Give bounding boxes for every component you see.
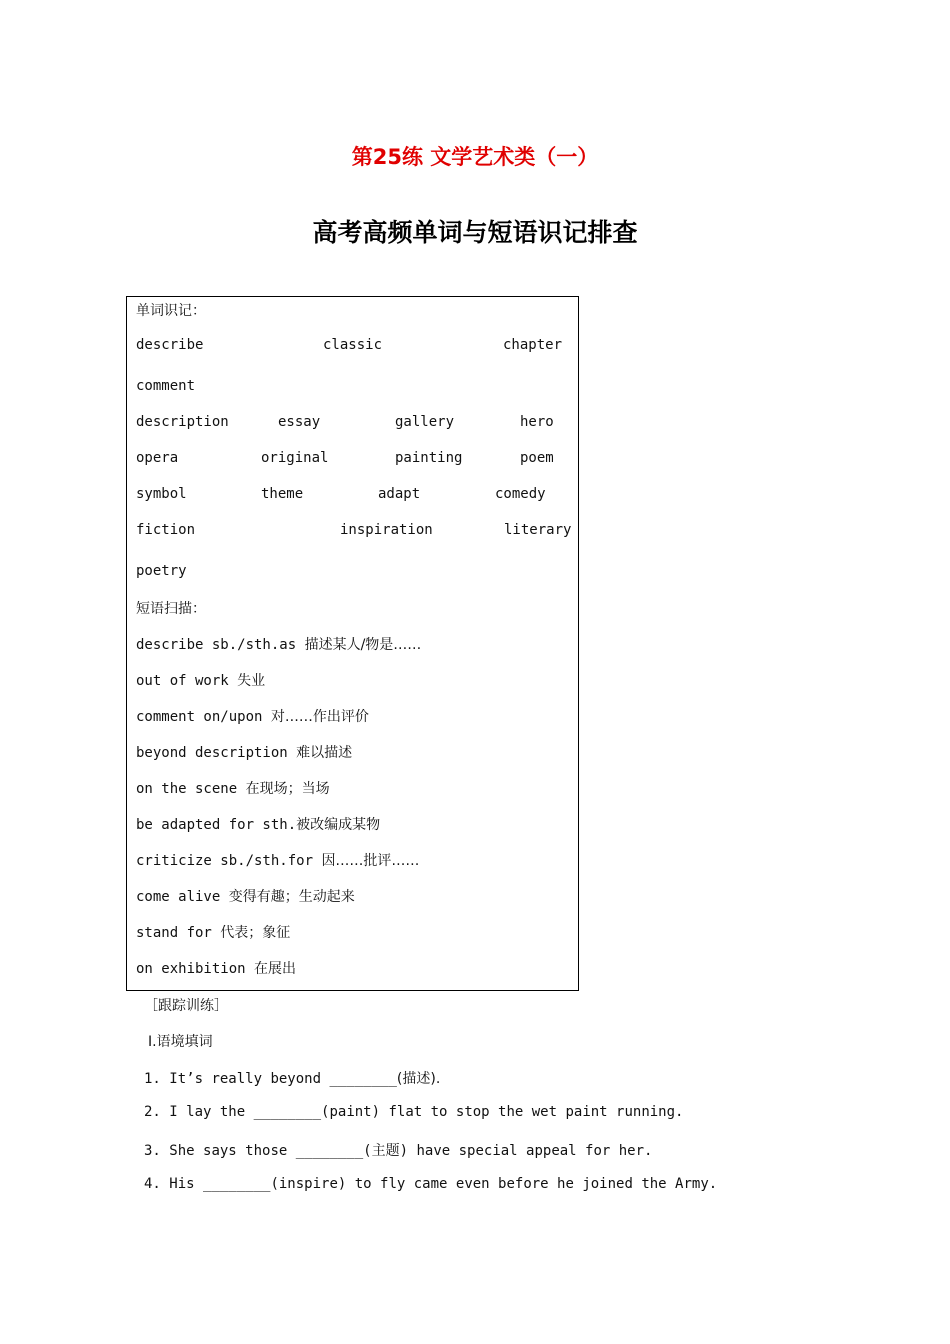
phrase-en: beyond description — [136, 745, 297, 761]
exercise-blank[interactable]: ________ — [329, 1071, 397, 1087]
phrase-cn: 代表；象征 — [220, 925, 291, 941]
phrase-cn: 变得有趣；生动起来 — [228, 889, 355, 905]
word: classic — [323, 337, 383, 353]
exercise-item — [144, 1140, 652, 1160]
phrase-item — [136, 886, 355, 906]
phrase-item — [136, 742, 352, 762]
phrase-en: come alive — [136, 889, 229, 905]
phrase-en: on the scene — [136, 781, 246, 797]
phrase-item — [136, 922, 290, 942]
phrase-cn: 描述某人/物是…… — [304, 637, 422, 653]
phrase-item — [136, 814, 380, 834]
word: theme — [261, 486, 304, 502]
exercise-number: 1. — [144, 1071, 161, 1087]
word: fiction — [136, 522, 196, 538]
phrase-cn: 难以描述 — [296, 745, 353, 761]
exercise-text-before: She says those — [169, 1143, 296, 1159]
word: original — [261, 450, 329, 466]
word: literary — [504, 522, 572, 538]
exercise-text-after: (主题) have special appeal for her. — [363, 1143, 653, 1159]
exercise-text-after: (描述). — [396, 1071, 441, 1087]
exercise-blank[interactable]: ________ — [253, 1104, 322, 1120]
word: comedy — [495, 486, 546, 502]
word: comment — [136, 378, 196, 394]
exercise-item — [144, 1104, 683, 1120]
phrase-cn: 在现场；当场 — [245, 781, 330, 797]
exercise-text-after: (inspire) to fly came even before he joined the Army. — [270, 1176, 718, 1192]
word: essay — [278, 414, 321, 430]
exercise-number: 2. — [144, 1104, 161, 1120]
word: adapt — [378, 486, 421, 502]
word: painting — [395, 450, 463, 466]
phrase-cn: 在展出 — [254, 961, 297, 977]
phrase-en: out of work — [136, 673, 238, 689]
page-subtitle: 高考高频单词与短语识记排查 — [312, 218, 638, 247]
words-section-label: 单词识记： — [136, 303, 206, 319]
word: symbol — [136, 486, 187, 502]
phrase-cn: 对……作出评价 — [270, 709, 369, 725]
phrase-en: comment on/upon — [136, 709, 271, 725]
word: gallery — [395, 414, 455, 430]
exercise-item — [144, 1068, 440, 1088]
phrase-cn: 因……批评…… — [321, 853, 420, 869]
exercise-text-before: I lay the — [169, 1104, 254, 1120]
word: poem — [520, 450, 554, 466]
phrase-item — [136, 958, 296, 978]
phrase-item — [136, 706, 369, 726]
exercise-number: 3. — [144, 1143, 161, 1159]
phrase-item — [136, 670, 265, 690]
word: hero — [520, 414, 554, 430]
exercise-text-before: It’s really beyond — [169, 1071, 330, 1087]
phrase-item — [136, 850, 419, 870]
exercise-blank[interactable]: ________ — [203, 1176, 271, 1192]
phrase-en: criticize sb./sth.for — [136, 853, 322, 869]
word: opera — [136, 450, 179, 466]
word: chapter — [503, 337, 563, 353]
word: describe — [136, 337, 204, 353]
phrase-en: stand for — [136, 925, 221, 941]
word: inspiration — [340, 522, 433, 538]
phrase-en: on exhibition — [136, 961, 255, 977]
phrase-en: describe sb./sth.as — [136, 637, 305, 653]
phrase-cn: 失业 — [237, 673, 266, 689]
section-1-label: Ⅰ.语境填词 — [148, 1034, 213, 1050]
exercise-number: 4. — [144, 1176, 161, 1192]
word: poetry — [136, 563, 187, 579]
exercise-item — [144, 1176, 717, 1192]
page-title: 第25练 文学艺术类（一） — [351, 145, 599, 169]
phrase-item — [136, 778, 330, 798]
tracking-label: ［跟踪训练］ — [144, 998, 228, 1014]
phrase-cn: 被改编成某物 — [296, 817, 381, 833]
word: description — [136, 414, 229, 430]
exercise-blank[interactable]: ________ — [295, 1143, 364, 1159]
exercise-text-before: His — [169, 1176, 204, 1192]
phrase-en: be adapted for sth. — [136, 817, 297, 833]
exercise-text-after: (paint) flat to stop the wet paint running. — [321, 1104, 684, 1120]
phrases-section-label: 短语扫描： — [136, 601, 206, 617]
phrase-item — [136, 634, 421, 654]
